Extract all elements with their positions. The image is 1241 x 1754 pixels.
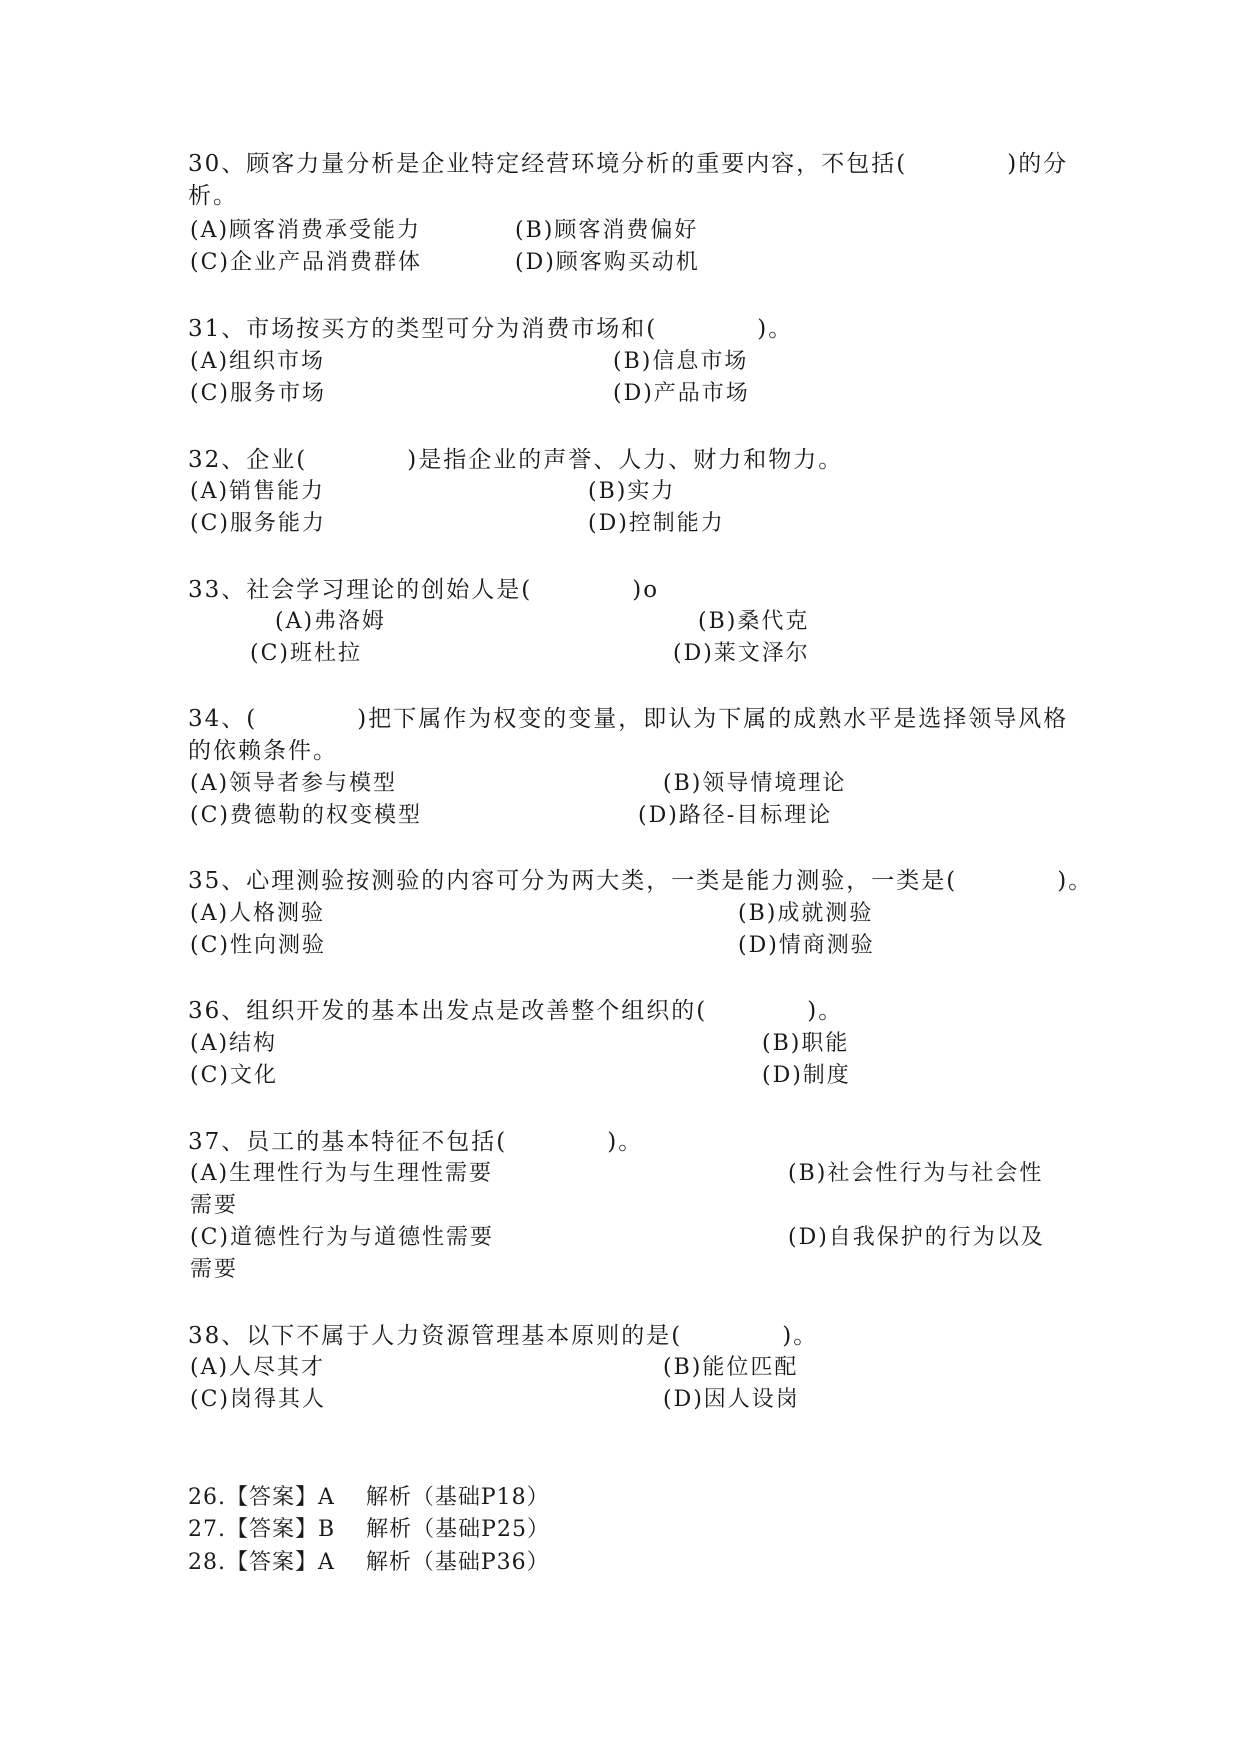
question-30-option-a: (A)顾客消费承受能力 — [190, 218, 422, 243]
question-38-option-d: (D)因人设岗 — [663, 1387, 800, 1412]
question-37-option-b-wrap: 需要 — [190, 1193, 239, 1218]
question-31-option-a: (A)组织市场 — [190, 349, 326, 374]
question-37-option-c: (C)道德性行为与道德性需要 — [190, 1225, 494, 1250]
question-30-stem-line-1: 30、顾客力量分析是企业特定经营环境分析的重要内容，不包括( )的分 — [188, 151, 1069, 177]
question-38-option-a: (A)人尽其才 — [190, 1355, 326, 1380]
question-31-option-b: (B)信息市场 — [613, 349, 749, 374]
question-33-option-c: (C)班杜拉 — [250, 641, 362, 666]
question-34-option-c: (C)费德勒的权变模型 — [190, 803, 422, 828]
question-35-option-c: (C)性向测验 — [190, 933, 326, 958]
question-32-option-d: (D)控制能力 — [588, 511, 725, 536]
question-32-stem: 32、企业( )是指企业的声誉、人力、财力和物力。 — [188, 447, 844, 473]
question-33-stem: 33、社会学习理论的创始人是( )o — [188, 577, 660, 603]
question-37-option-b: (B)社会性行为与社会性 — [788, 1161, 1044, 1186]
question-33-option-a: (A)弗洛姆 — [275, 609, 387, 634]
question-36-option-d: (D)制度 — [762, 1063, 851, 1088]
question-35-option-d: (D)情商测验 — [738, 933, 875, 958]
question-37-stem: 37、员工的基本特征不包括( )。 — [188, 1129, 644, 1155]
question-34-option-b: (B)领导情境理论 — [663, 771, 847, 796]
question-38-option-c: (C)岗得其人 — [190, 1387, 326, 1412]
question-34-option-d: (D)路径-目标理论 — [638, 803, 833, 828]
question-33-option-d: (D)莱文泽尔 — [673, 641, 810, 666]
question-33-option-b: (B)桑代克 — [698, 609, 810, 634]
question-37-option-d-wrap: 需要 — [190, 1257, 239, 1282]
question-30-option-d: (D)顾客购买动机 — [515, 250, 700, 275]
question-34-stem-line-1: 34、( )把下属作为权变的变量，即认为下属的成熟水平是选择领导风格 — [188, 706, 1069, 732]
question-34-option-a: (A)领导者参与模型 — [190, 771, 398, 796]
question-32-option-c: (C)服务能力 — [190, 511, 326, 536]
question-35-option-a: (A)人格测验 — [190, 901, 326, 926]
question-34-stem-line-2: 的依赖条件。 — [188, 738, 338, 764]
question-38-option-b: (B)能位匹配 — [663, 1355, 799, 1380]
question-35-option-b: (B)成就测验 — [738, 901, 874, 926]
question-36-option-a: (A)结构 — [190, 1031, 278, 1056]
question-36-stem: 36、组织开发的基本出发点是改善整个组织的( )。 — [188, 998, 844, 1024]
answer-27: 27.【答案】B 解析（基础P25） — [188, 1517, 550, 1542]
question-30-stem-line-2: 析。 — [188, 183, 238, 209]
question-37-option-d: (D)自我保护的行为以及 — [788, 1225, 1045, 1250]
question-32-option-a: (A)销售能力 — [190, 479, 326, 504]
question-32-option-b: (B)实力 — [588, 479, 676, 504]
answer-28: 28.【答案】A 解析（基础P36） — [188, 1550, 550, 1575]
question-37-option-a: (A)生理性行为与生理性需要 — [190, 1161, 494, 1186]
question-36-option-c: (C)文化 — [190, 1063, 278, 1088]
answer-26: 26.【答案】A 解析（基础P18） — [188, 1485, 550, 1510]
question-31-option-c: (C)服务市场 — [190, 381, 326, 406]
question-30-option-c: (C)企业产品消费群体 — [190, 250, 422, 275]
question-30-option-b: (B)顾客消费偏好 — [515, 218, 699, 243]
question-36-option-b: (B)职能 — [762, 1031, 850, 1056]
question-31-stem: 31、市场按买方的类型可分为消费市场和( )。 — [188, 316, 794, 342]
question-35-stem: 35、心理测验按测验的内容可分为两大类，一类是能力测验，一类是( )。 — [188, 868, 1094, 894]
question-31-option-d: (D)产品市场 — [613, 381, 750, 406]
question-38-stem: 38、以下不属于人力资源管理基本原则的是( )。 — [188, 1323, 819, 1349]
